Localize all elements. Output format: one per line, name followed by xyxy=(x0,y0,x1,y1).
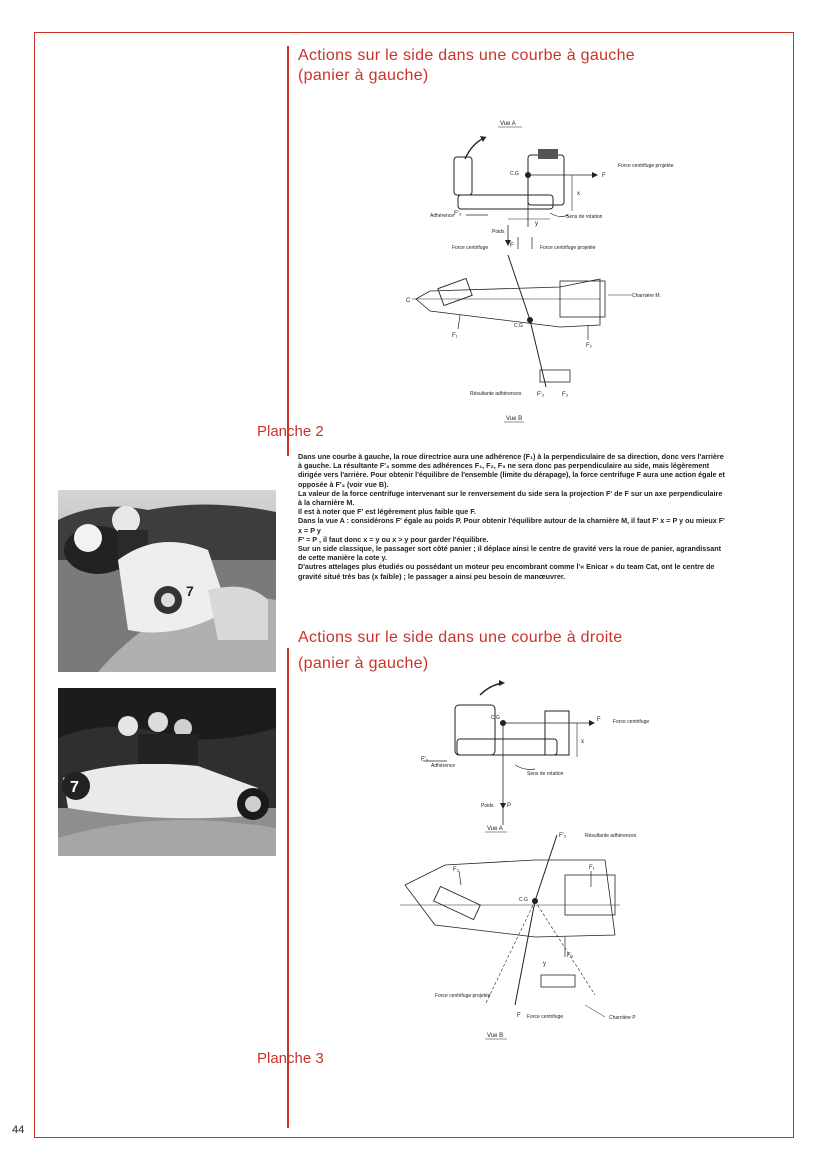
f-label-2b: F xyxy=(517,1013,521,1019)
force-centrifuge-projetee-label: Force centrifuge projetée xyxy=(618,163,674,169)
resultante-label: Résultante adhérences xyxy=(470,391,522,397)
force-centrifuge-label: Force centrifuge xyxy=(452,245,489,251)
c-label: C xyxy=(406,298,411,304)
body-paragraph: Sur un side classique, le passager sort côté panier ; il déplace ainsi le centre de gravité vers la roue de panier, agrandissant de cette manière la cote y. xyxy=(298,544,722,563)
cg-label-2b: C.G xyxy=(519,897,528,903)
vue-b-label-2: Vue B xyxy=(487,1033,504,1039)
resultante-label-2: Résultante adhérences xyxy=(585,833,637,839)
f1-label: F₁ xyxy=(452,333,458,339)
charniere-label-2: Charnière P xyxy=(609,1015,636,1021)
f-label-row: F xyxy=(510,243,514,249)
f3-label-2b: F'₃ xyxy=(559,833,567,839)
body-text xyxy=(298,452,728,581)
photo-1-plate: 7 xyxy=(186,583,194,599)
f3-label-2c: F₃ xyxy=(567,953,574,959)
section2-title-line2: (panier à gauche) xyxy=(298,655,429,672)
section1-title-line1: Actions sur le side dans une courbe à gauche xyxy=(298,47,635,64)
force-centrifuge-projetee-2-label: Force centrifuge projetée xyxy=(540,245,596,251)
page-number: 44 xyxy=(12,1124,25,1136)
x-label-2a: x xyxy=(581,739,584,745)
section2-title-line1: Actions sur le side dans une courbe à droite xyxy=(298,629,623,646)
cg-label-a: C.G xyxy=(510,171,519,177)
section1-title xyxy=(298,46,635,86)
photo-2-image xyxy=(58,688,276,856)
p-label-2a: P xyxy=(507,803,512,809)
photo-2-number: 7 xyxy=(70,779,79,796)
section1-title-line2: (panier à gauche) xyxy=(298,67,429,84)
diagram-courbe-gauche xyxy=(400,115,700,430)
body-paragraph: La valeur de la force centrifuge intervenant sur le renversement du side sera la projection F' de F sur un axe perpendiculaire à la charnière M. xyxy=(298,488,723,508)
f-label-a: F xyxy=(602,173,606,179)
cg-label-2a: C.G xyxy=(491,715,500,721)
f3-label-2a: F'₃ xyxy=(421,757,429,763)
vue-a-label: Vue A xyxy=(500,121,516,127)
x-label-a: x xyxy=(577,191,580,197)
section2-title xyxy=(298,628,623,674)
photo-1-image xyxy=(58,490,276,672)
adherence-label-2: Adhérence xyxy=(431,763,456,769)
f2-label: F₂ xyxy=(586,343,592,349)
force-centrifuge-label-2: Force centrifuge xyxy=(613,719,650,725)
body-paragraph: Dans la vue A : considérons F' égale au poids P. Pour obtenir l'équilibre autour de la charnière M, il faut F' x = P y ou mieux F' x = P y xyxy=(298,516,725,535)
body-paragraph: F' = P , il faut donc x = y ou x > y pour garder l'équilibre. xyxy=(298,534,489,544)
photo-sidecar-left-turn xyxy=(58,490,276,672)
y-label-2b: y xyxy=(543,961,546,967)
f3-label-c: F₃ xyxy=(562,392,569,398)
divider-top xyxy=(287,46,289,456)
diagram-courbe-droite xyxy=(395,675,700,1045)
sens-rotation-label: Sens de rotation xyxy=(566,214,603,220)
body-paragraph: D'autres attelages plus étudiés ou possédant un moteur peu encombrant comme l'« Enicar » du team Cat, ont le centre de gravité situé très bas (x faible) ; le passager a ainsi peu besoin de manœuvrer. xyxy=(298,562,715,581)
sens-rotation-label-2: Sens de rotation xyxy=(527,771,564,777)
y-label-a: y xyxy=(535,221,538,227)
planche-2-label: Planche 2 xyxy=(257,423,324,440)
f3-label-a: F'₃ xyxy=(454,211,462,217)
photo-sidecar-right-turn xyxy=(58,688,276,856)
body-paragraph: Il est à noter que F' est légèrement plus faible que F. xyxy=(298,507,476,517)
f2-label-2b: F₂ xyxy=(453,867,459,873)
force-centrifuge-projetee-label-2: Force centrifuge projetée xyxy=(435,993,491,999)
vue-b-label: Vue B xyxy=(506,416,523,422)
f3-label-b: F'₃ xyxy=(537,392,545,398)
f-label-2a: F xyxy=(597,717,601,723)
body-paragraph: Dans une courbe à gauche, la roue directrice aura une adhérence (F₁) à la perpendiculaire de sa direction, donc vers l'arrière à gauche. La résultante F'₃ somme des adhérences F₁, F₂, F₃ ne sera donc pas perpendiculaire au side, mais légèrement dirigée vers l'arrière. Pour obtenir l'équilibre de l'ensemble (limite du dérapage), la force centrifuge F aura une action égale et opposée à F'₃ (voir vue B). xyxy=(298,452,725,489)
force-centrifuge-label-2b: Force centrifuge xyxy=(527,1014,564,1020)
f1-label-2b: F₁ xyxy=(589,865,595,871)
cg-label-b: C.G xyxy=(514,323,523,329)
poids-label: Poids xyxy=(492,229,505,235)
vue-a-label-2: Vue A xyxy=(487,826,503,832)
adherence-label: Adhérence xyxy=(430,213,455,219)
planche-3-label: Planche 3 xyxy=(257,1050,324,1067)
poids-label-2: Poids xyxy=(481,803,494,809)
charniere-label: Charnière M. xyxy=(632,293,661,299)
